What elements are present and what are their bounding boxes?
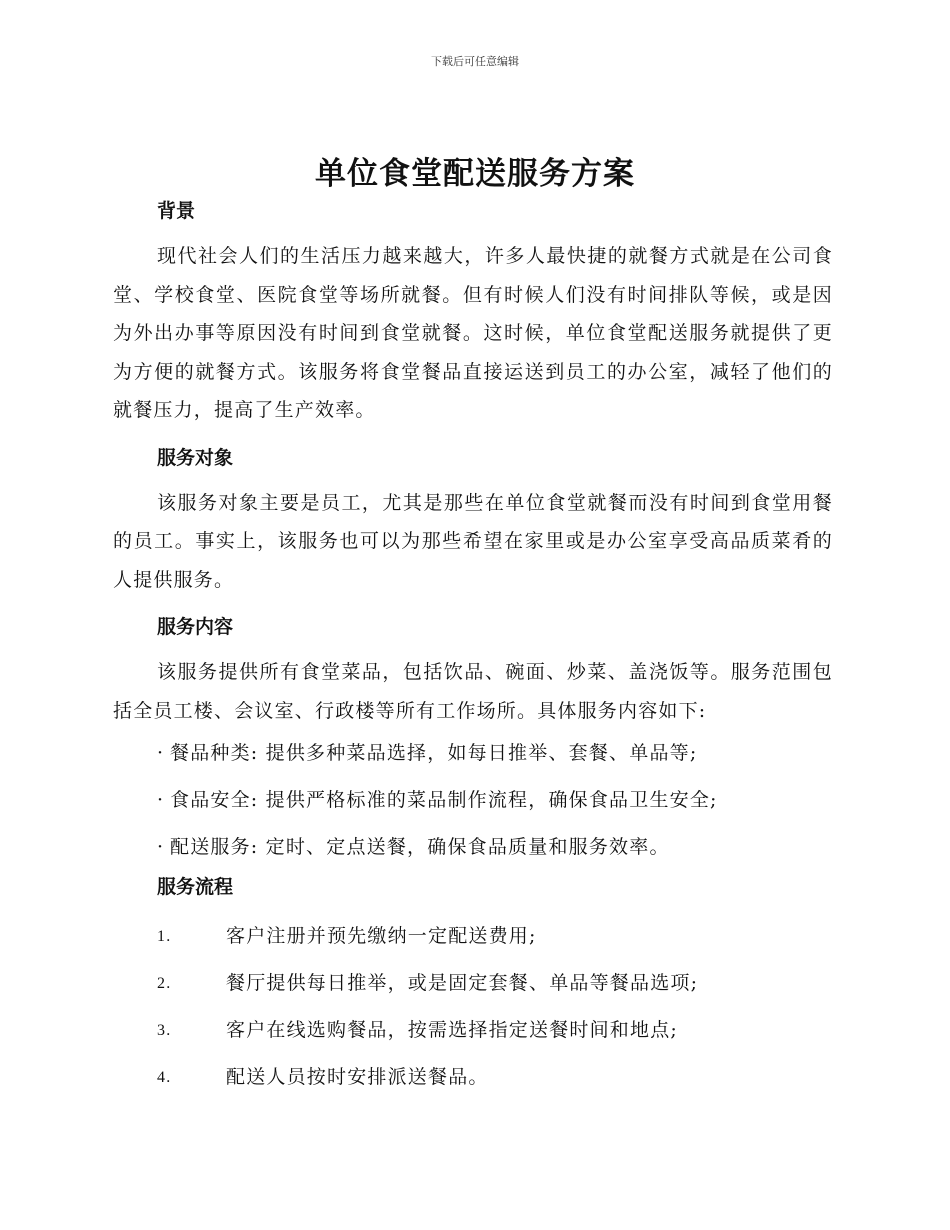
section-heading-process: 服务流程 [157,876,234,898]
content-paragraph: 该服务提供所有食堂菜品，包括饮品、碗面、炒菜、盖浇饭等。服务范围包括全员工楼、会议室、行政楼等所有工作场所。具体服务内容如下: [113,661,833,722]
step-text: 客户在线选购餐品，按需选择指定送餐时间和地点; [226,1019,679,1041]
section-process [113,871,833,1101]
background-paragraph: 现代社会人们的生活压力越来越大，许多人最快捷的就餐方式就是在公司食堂、学校食堂、医院食堂等场所就餐。但有时候人们没有时间排队等候，或是因为外出办事等原因没有时间到食堂就餐。这时候，单位食堂配送服务就提供了更为方便的就餐方式。该服务将食堂餐品直接运送到员工的办公室，减轻了他们的就餐压力，提高了生产效率。 [113,245,833,421]
bullet-text: 餐品种类: 提供多种菜品选择，如每日推举、套餐、单品等; [170,742,698,764]
section-audience [113,442,833,600]
list-item [113,824,833,871]
bullet-dot-icon: · [157,742,165,764]
list-item [113,730,833,777]
step-number: 3. [157,1022,172,1039]
process-step-list [113,913,833,1101]
service-content-bullet-list [113,730,833,871]
document-body [113,195,833,1101]
bullet-dot-icon: · [157,789,165,811]
step-text: 配送人员按时安排派送餐品。 [226,1066,489,1088]
list-item [113,777,833,824]
step-number: 1. [157,928,172,945]
section-heading-background: 背景 [157,200,196,222]
list-item [113,1054,833,1101]
list-item [113,913,833,960]
step-number: 2. [157,975,172,992]
page-header-note: 下载后可任意编辑 [431,55,519,68]
document-title: 单位食堂配送服务方案 [315,156,635,192]
bullet-text: 食品安全: 提供严格标准的菜品制作流程，确保食品卫生安全; [170,789,718,811]
step-text: 客户注册并预先缴纳一定配送费用; [226,925,537,947]
section-heading-audience: 服务对象 [157,446,234,469]
section-background [113,195,833,430]
audience-paragraph: 该服务对象主要是员工，尤其是那些在单位食堂就餐而没有时间到食堂用餐的员工。事实上，该服务也可以为那些希望在家里或是办公室享受高品质菜肴的人提供服务。 [113,491,833,591]
section-content [113,611,833,871]
step-text: 餐厅提供每日推举，或是固定套餐、单品等餐品选项; [226,972,699,994]
list-item [113,960,833,1007]
bullet-dot-icon: · [157,836,165,858]
bullet-text: 配送服务: 定时、定点送餐，确保食品质量和服务效率。 [170,836,670,858]
step-number: 4. [157,1069,172,1086]
section-heading-content: 服务内容 [157,616,234,638]
list-item [113,1007,833,1054]
